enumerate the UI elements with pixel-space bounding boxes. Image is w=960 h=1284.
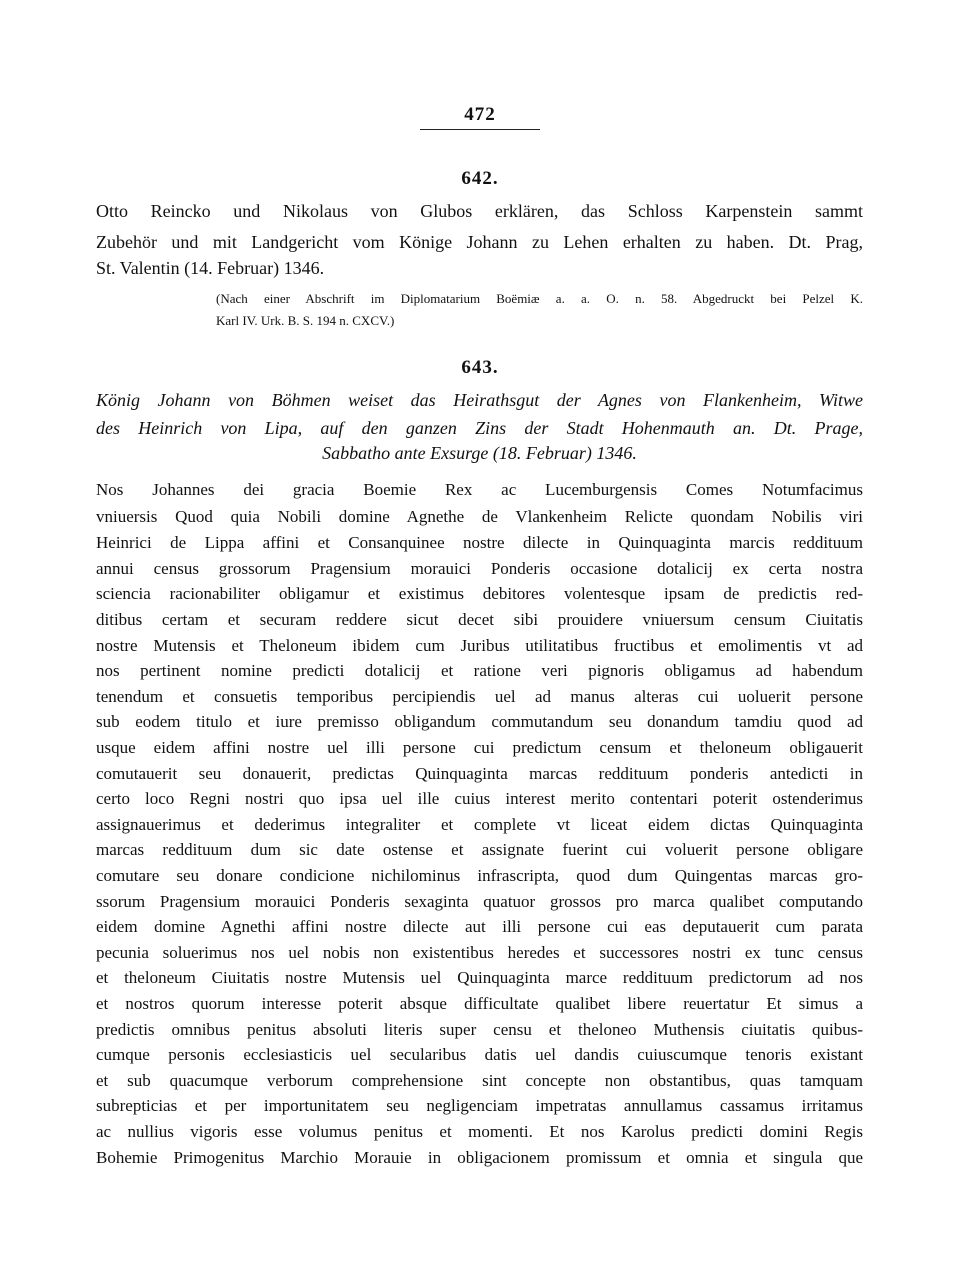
doc-643-text-line: subrepticias et per importunitatem seu negligenciam impetratas annullamus cassamus irritamus	[96, 1096, 863, 1115]
doc-643-number: 643.	[461, 357, 499, 378]
doc-643-text-line: nostre Mutensis et Theloneum ibidem cum Juribus utilitatibus fructibus et emolimentis vt ad	[96, 636, 863, 655]
doc-643-text-line: comutauerit seu donauerit, predictas Quinquaginta marcas reddituum ponderis antedicti in	[96, 764, 863, 783]
doc-642-regest-line: St. Valentin (14. Februar) 1346.	[96, 258, 325, 278]
doc-643-text-line: pecunia soluerimus nos uel nobis non existentibus heredes et successores nostri ex tunc census	[96, 943, 863, 962]
doc-643-text-line: marcas reddituum dum sic date ostense et assignate fuerint cui voluerit persone obligare	[96, 840, 863, 859]
doc-643-regest-line: des Heinrich von Lipa, auf den ganzen Zins der Stadt Hohenmauth an. Dt. Prage,	[96, 418, 863, 438]
doc-643-text-line: et nostros quorum interesse poterit absque difficultate qualibet libere reuertatur Et simus a	[96, 994, 863, 1013]
doc-643-text-line: annui census grossorum Pragensium morauici Ponderis occasione dotalicij ex certa nostra	[96, 559, 863, 578]
doc-643-text-line: ditibus certam et securam reddere sicut decet sibi prouidere vniuersum censum Ciuitatis	[96, 610, 863, 629]
doc-643-text-line: vniuersis Quod quia Nobili domine Agnethe de Vlankenheim Relicte quondam Nobilis viri	[96, 507, 863, 526]
header-rule	[420, 129, 540, 130]
doc-642-source-note: Karl IV. Urk. B. S. 194 n. CXCV.)	[216, 313, 395, 328]
doc-643-regest-line: Sabbatho ante Exsurge (18. Februar) 1346.	[322, 443, 637, 463]
doc-643-text-line: nos pertinent nomine predicti dotalicij et ratione veri pignoris obligamus ad habendum	[96, 661, 863, 680]
doc-643-text-line: ac nullius vigoris esse volumus penitus et momenti. Et nos Karolus predicti domini Regis	[96, 1122, 863, 1141]
doc-643-text-line: certo loco Regni nostri quo ipsa uel ille cuius interest merito contentari poterit ostenderimus	[96, 789, 863, 808]
doc-643-text-line: tenendum et consuetis temporibus percipiendis uel ad manus alteras cui uoluerit persone	[96, 687, 863, 706]
doc-643-text-line: Heinrici de Lippa affini et Consanquinee nostre dilecte in Quinquaginta marcis reddituum	[96, 533, 863, 552]
doc-643-regest-line: König Johann von Böhmen weiset das Heirathsgut der Agnes von Flankenheim, Witwe	[96, 390, 863, 410]
doc-643-text-line-first: Nos Johannes dei gracia Boemie Rex ac Lucemburgensis Comes Notumfacimus	[96, 480, 863, 499]
doc-643-text-line: sciencia racionabiliter obligamur et existimus debitores volentesque ipsam de predictis red-	[96, 584, 863, 603]
doc-642-regest-line: Zubehör und mit Landgericht vom Könige Johann zu Lehen erhalten zu haben. Dt. Prag,	[96, 232, 863, 252]
doc-643-text-line: usque eidem affini nostre uel illi persone cui predictum censum et theloneum obligauerit	[96, 738, 863, 757]
doc-642-number: 642.	[461, 168, 499, 189]
doc-643-text-line: et sub quacumque verborum comprehensione sint concepte non obstantibus, quas tamquam	[96, 1071, 863, 1090]
doc-642-regest-line: Otto Reincko und Nikolaus von Glubos erklären, das Schloss Karpenstein sammt	[96, 201, 863, 221]
doc-642-source-note: (Nach einer Abschrift im Diplomatarium Boëmiæ a. a. O. n. 58. Abgedruckt bei Pelzel K.	[216, 291, 863, 306]
doc-643-text-line: cumque personis ecclesiasticis uel secularibus datis uel dandis cuiuscumque tenoris existant	[96, 1045, 863, 1064]
page-number: 472	[464, 104, 496, 125]
doc-643-text-line: eidem domine Agnethi affini nostre dilecte aut illi persone cui eas deputauerit cum parata	[96, 917, 863, 936]
doc-643-text-line: Bohemie Primogenitus Marchio Morauie in obligacionem promissum et omnia et singula que	[96, 1148, 863, 1167]
doc-643-text-line: et theloneum Ciuitatis nostre Mutensis uel Quinquaginta marce reddituum predictorum ad nos	[96, 968, 863, 987]
doc-643-text-line: comutare seu donare condicione nichilominus infrascripta, quod dum Quingentas marcas gro-	[96, 866, 863, 885]
doc-643-text-line: ssorum Pragensium morauici Ponderis sexaginta quatuor grossos pro marca qualibet computando	[96, 892, 863, 911]
doc-643-text-line: assignauerimus et dederimus integraliter et complete vt liceat eidem dictas Quinquaginta	[96, 815, 863, 834]
doc-643-text-line: sub eodem titulo et iure premisso obligandum commutandum seu donandum tamdiu quod ad	[96, 712, 863, 731]
doc-643-text-line: predictis omnibus penitus absoluti literis super censu et theloneo Muthensis ciuitatis quibus-	[96, 1020, 863, 1039]
